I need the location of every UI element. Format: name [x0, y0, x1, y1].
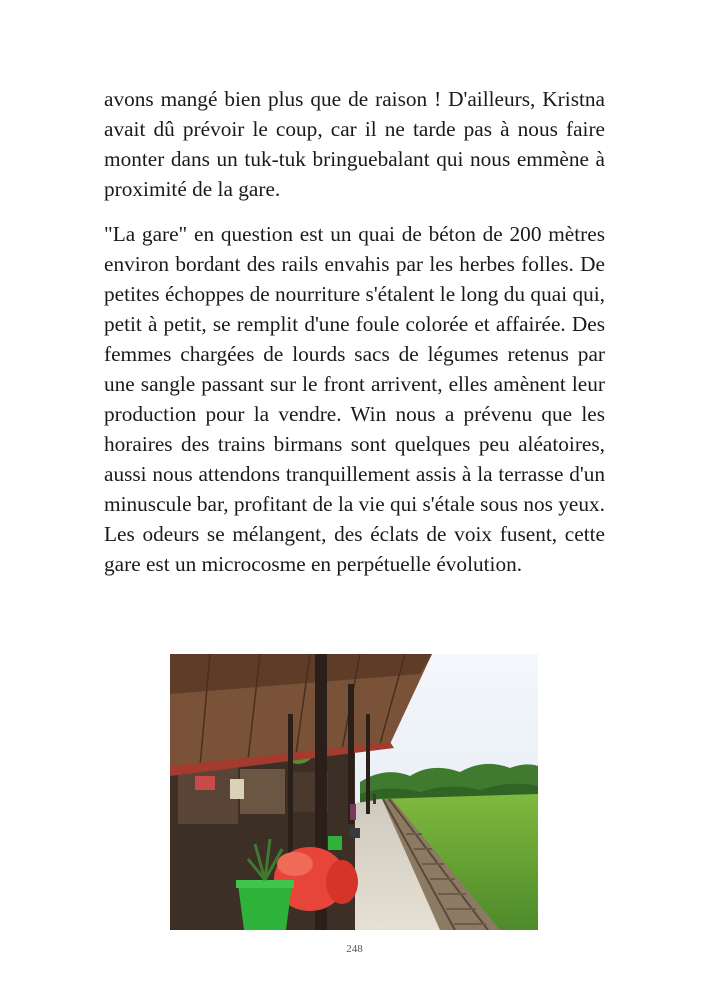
- paragraph-1: avons mangé bien plus que de raison ! D'ailleurs, Kristna avait dû prévoir le coup, car il ne tarde pas à nous faire monter dans un tuk-tuk bringuebalant qui nous emmène à proximité de la gare.: [104, 87, 605, 201]
- paragraph-2: "La gare" en question est un quai de béton de 200 mètres environ bordant des rails envahis par les herbes folles. De petites échoppes de nourriture s'étalent le long du quai qui, petit à petit, se remplit d'une foule colorée et affairée. Des femmes chargées de lourds sacs de légumes retenus par une sangle passant sur le front arrivent, elles amènent leur production pour la vendre. Win nous a prévenu que les horaires des trains birmans sont quelques peu aléatoires, aussi nous attendons tranquillement assis à la terrasse d'un minuscule bar, profitant de la vie qui s'étale sous nos yeux. Les odeurs se mélangent, des éclats de voix fusent, cette gare est un microcosme en perpétuelle évolution.: [104, 222, 605, 576]
- railway-station-photo: [170, 654, 538, 930]
- page-number: 248: [346, 943, 363, 955]
